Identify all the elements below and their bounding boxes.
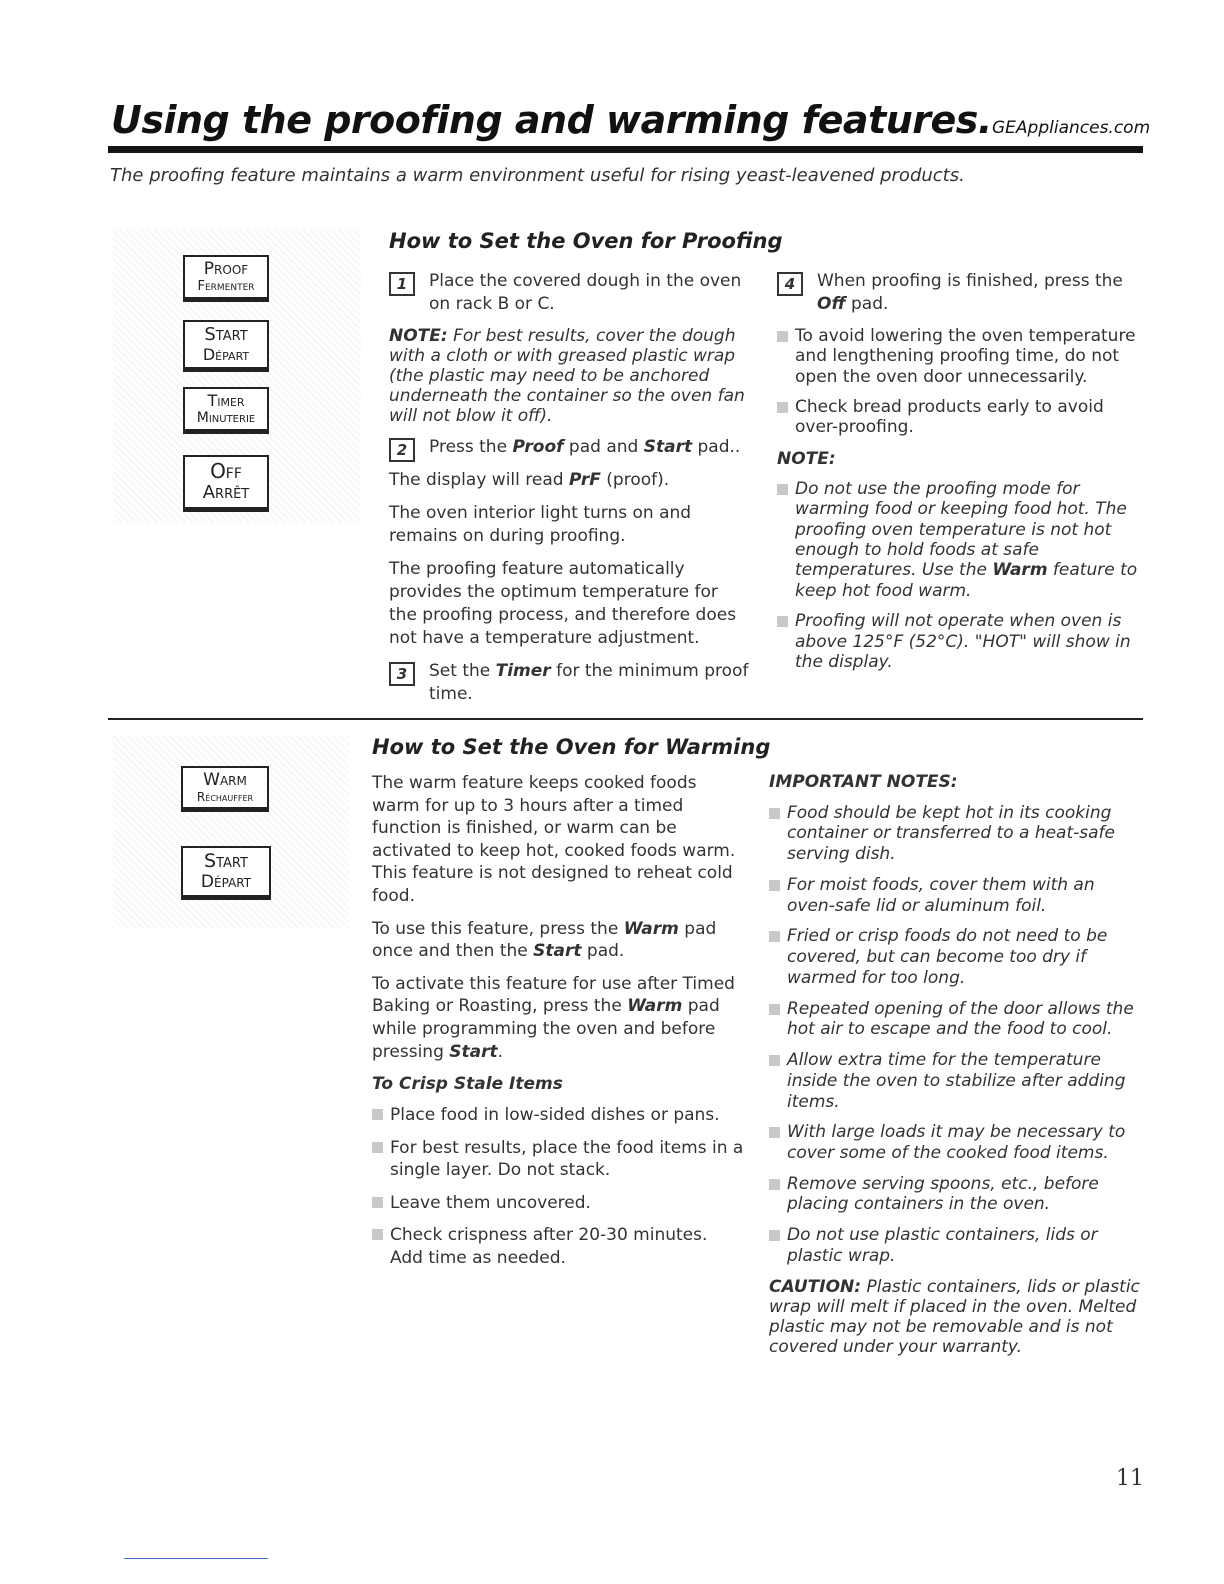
off-pad-label: Off	[210, 459, 242, 483]
important-note: With large loads it may be necessary to cover some of the cooked food items.	[769, 1122, 1143, 1163]
off-pad[interactable]	[183, 455, 269, 512]
proofing-step-1: 1 Place the covered dough in the oven on rack B or C.	[389, 270, 751, 316]
step-number: 3	[389, 662, 415, 686]
warming-right-column	[769, 772, 1143, 1367]
start-pad-label-fr: Départ	[200, 871, 252, 892]
step-number: 1	[389, 272, 415, 296]
crisp-bullet: Place food in low-sided dishes or pans.	[372, 1104, 744, 1127]
warm-pad-label-fr: Réchauffer	[196, 789, 254, 804]
warming-heading: How to Set the Oven for Warming	[372, 735, 771, 759]
important-note: For moist foods, cover them with an oven-safe lid or aluminum foil.	[769, 875, 1143, 916]
page-title: Using the proofing and warming features.	[111, 98, 992, 142]
crisp-heading: To Crisp Stale Items	[372, 1074, 563, 1095]
start-pad-label: Start	[204, 850, 248, 872]
warming-intro: The warm feature keeps cooked foods warm for up to 3 hours after a timed function is finished, or warm can be activated to keep hot, cooked foods warm. This feature is not designed to reheat cold food.	[372, 773, 736, 907]
important-notes-label: IMPORTANT NOTES:	[769, 772, 958, 792]
proofing-step-4: 4 When proofing is finished, press the Off pad.	[777, 270, 1143, 316]
header-rule	[108, 146, 1143, 153]
proof-pad-label: Proof	[203, 259, 249, 279]
proofing-right-column	[777, 270, 1143, 682]
proofing-bullet: To avoid lowering the oven temperature and lengthening proofing time, do not open the oven door unnecessarily.	[777, 326, 1143, 387]
timer-pad[interactable]	[183, 387, 269, 434]
important-note: Repeated opening of the door allows the hot air to escape and the food to cool.	[769, 999, 1143, 1040]
proofing-note: NOTE: For best results, cover the dough with a cloth or with greased plastic wrap (the plastic may need to be anchored underneath the container so the oven fan will not blow it off).	[389, 325, 745, 427]
timer-pad-label: Timer	[207, 391, 245, 410]
important-note: Remove serving spoons, etc., before placing containers in the oven.	[769, 1174, 1143, 1215]
warm-pad[interactable]	[181, 766, 269, 812]
warming-usage: To use this feature, press the Warm pad once and then the Start pad.	[372, 918, 717, 962]
warm-keypad-panel	[113, 736, 349, 928]
important-note: Do not use plastic containers, lids or plastic wrap.	[769, 1225, 1143, 1266]
start-pad-warming[interactable]	[181, 846, 271, 900]
off-pad-label-fr: Arrêt	[202, 482, 250, 503]
proof-pad[interactable]	[183, 255, 269, 302]
start-pad-label: Start	[204, 324, 248, 345]
warm-pad-label: Warm	[203, 770, 247, 790]
warming-left-column	[372, 772, 744, 1280]
proofing-step-3: 3 Set the Timer for the minimum proof time.	[389, 660, 751, 706]
intro-text: The proofing feature maintains a warm environment useful for rising yeast-leavened products.	[110, 165, 965, 186]
website-link[interactable]: GEAppliances.com	[992, 118, 1151, 138]
section-divider	[108, 718, 1143, 720]
caution-text: CAUTION: Plastic containers, lids or plastic wrap will melt if placed in the oven. Melted plastic may not be removable and is not covered under your warranty.	[769, 1276, 1140, 1357]
footer-link-line	[124, 1558, 268, 1559]
proofing-note2-label: NOTE:	[777, 448, 836, 469]
proof-pad-label-fr: Fermenter	[197, 278, 255, 294]
important-note: Fried or crisp foods do not need to be covered, but can become too dry if warmed for too long.	[769, 926, 1143, 988]
proofing-step-2: 2 Press the Proof pad and Start pad..	[389, 436, 751, 459]
step-number: 4	[777, 272, 803, 296]
timer-pad-label-fr: Minuterie	[196, 410, 256, 427]
crisp-bullet: Leave them uncovered.	[372, 1192, 744, 1215]
light-text: The oven interior light turns on and remains on during proofing.	[389, 502, 692, 546]
display-text: The display will read PrF (proof).	[389, 470, 670, 491]
start-pad[interactable]	[183, 320, 269, 372]
important-note: Allow extra time for the temperature inside the oven to stabilize after adding items.	[769, 1050, 1143, 1112]
page-number: 11	[1116, 1466, 1144, 1491]
crisp-bullet: For best results, place the food items in a single layer. Do not stack.	[372, 1137, 744, 1182]
step-number: 2	[389, 438, 415, 462]
proofing-bullet: Check bread products early to avoid over-proofing.	[777, 397, 1143, 438]
proofing-note-bullet: Proofing will not operate when oven is above 125°F (52°C). "HOT" will show in the display.	[777, 611, 1143, 672]
important-note: Food should be kept hot in its cooking container or transferred to a heat-safe serving dish.	[769, 803, 1143, 865]
start-pad-label-fr: Départ	[202, 344, 250, 364]
proof-keypad-panel	[113, 230, 361, 522]
proofing-left-column	[389, 270, 751, 715]
crisp-bullet: Check crispness after 20-30 minutes. Add time as needed.	[372, 1224, 744, 1269]
warming-timed: To activate this feature for use after Timed Baking or Roasting, press the Warm pad while programming the oven and before pressing Start.	[372, 973, 735, 1062]
auto-temp-text: The proofing feature automatically provides the optimum temperature for the proofing process, and therefore does not have a temperature adjustment.	[389, 558, 737, 648]
proofing-heading: How to Set the Oven for Proofing	[389, 229, 783, 253]
proofing-note-bullet: Do not use the proofing mode for warming food or keeping food hot. The proofing oven temperature is not hot enough to hold foods at safe temperatures. Use the Warm feature to keep hot food warm.	[777, 479, 1143, 601]
